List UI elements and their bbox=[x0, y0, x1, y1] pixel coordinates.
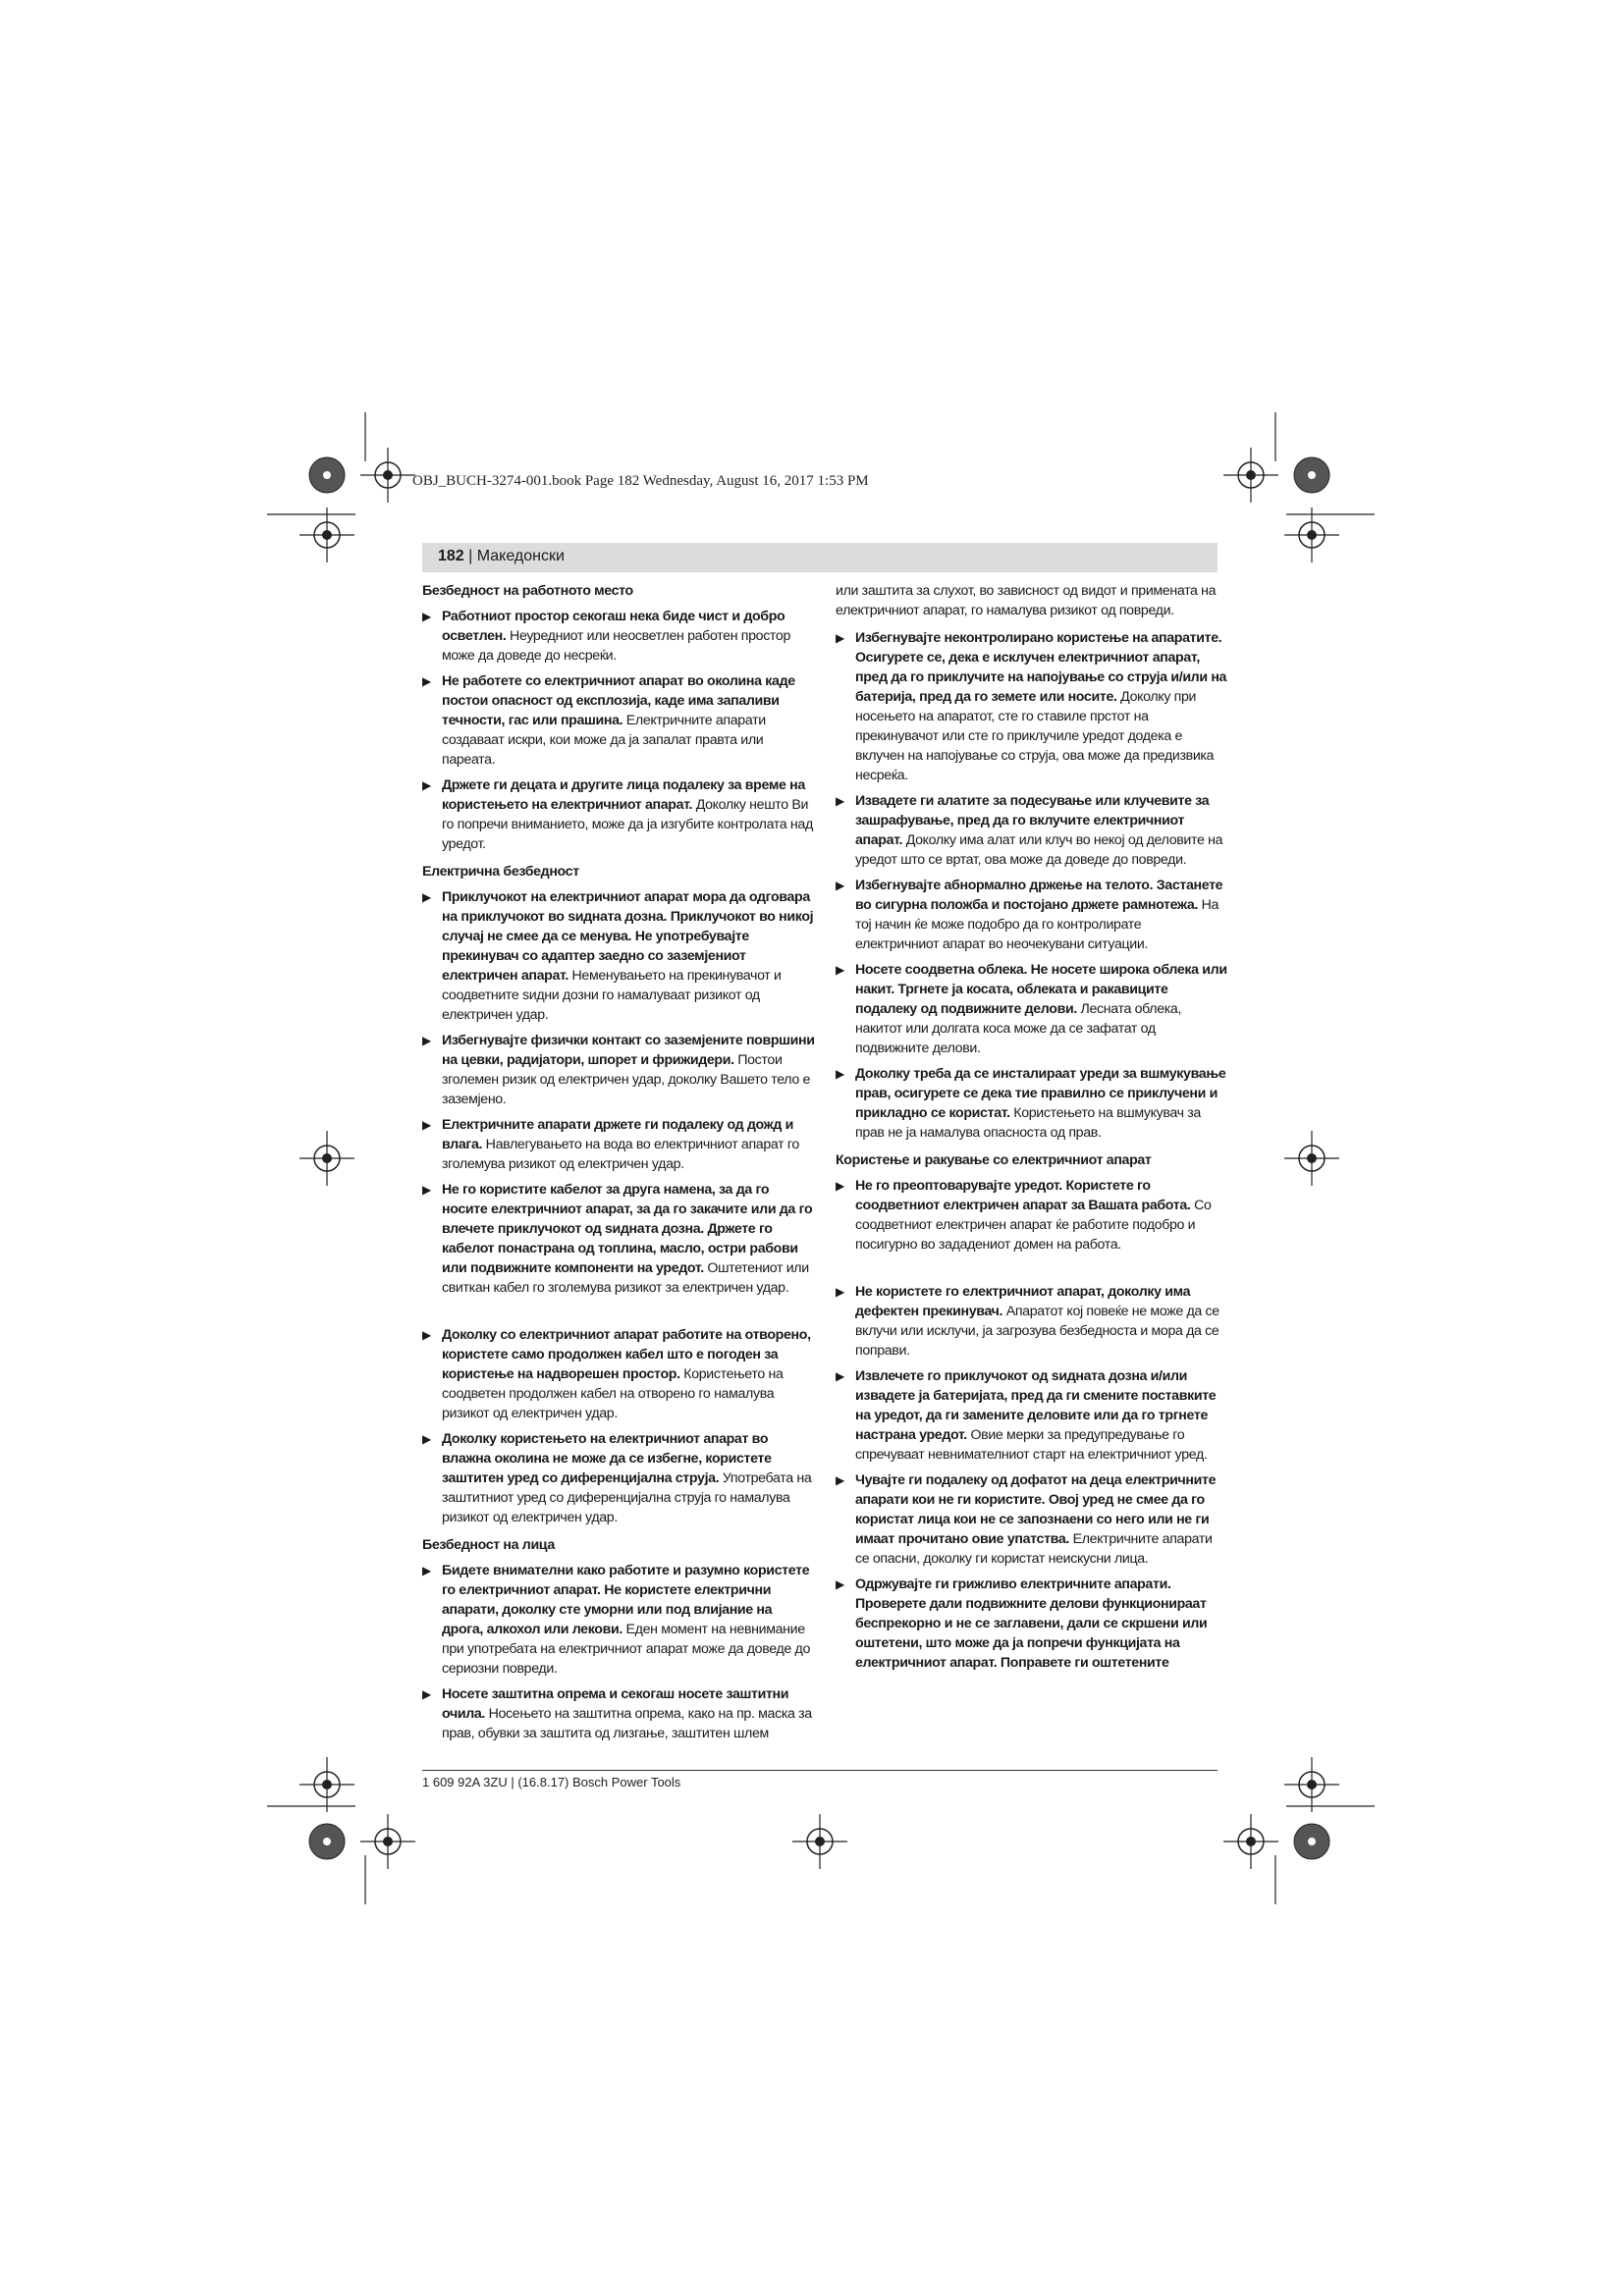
item-bold-text: Доколку треба да се инсталираат уреди за вшмукување прав, осигурете се дека тие правилно се приклучени и прикладно се користат. bbox=[855, 1066, 1226, 1121]
list-item bbox=[836, 1176, 1228, 1255]
item-text: Носењето на заштитна опрема, како на пр. маска за прав, обувки за заштита од лизгање, заштитен шлем bbox=[442, 1706, 812, 1741]
item-text: Навлегувањето на вода во електричниот апарат го зголемува ризикот од електричен удар. bbox=[442, 1137, 799, 1172]
bullet-arrow-icon: ▶ bbox=[836, 963, 844, 977]
item-bold-text: Електричните апарати држете ги подалеку од дожд и влага. bbox=[442, 1117, 793, 1152]
registration-wheel-icon bbox=[309, 1824, 345, 1859]
item-text: Оштетениот или свиткан кабел го зголемува ризикот за електричен удар. bbox=[442, 1260, 809, 1296]
registration-mark-icon bbox=[1284, 1131, 1339, 1186]
item-bold-text: Не работете со електричниот апарат во околина каде постои опасност од експлозија, каде има запаливи течности, гас или прашина. bbox=[442, 673, 795, 728]
registration-mark-icon bbox=[1223, 448, 1278, 503]
list-item bbox=[422, 1180, 815, 1298]
item-text: Неменувањето на прекинувачот и соодветните ѕидни дозни го намалуваат ризикот од електричен удар. bbox=[442, 968, 782, 1023]
item-bold-text: Носете заштитна опрема и секогаш носете заштитни очила. bbox=[442, 1686, 789, 1722]
list-item bbox=[422, 1031, 815, 1109]
list-item bbox=[422, 1561, 815, 1679]
section-heading: Користење и ракување со електричниот апарат bbox=[836, 1152, 1152, 1168]
bullet-arrow-icon: ▶ bbox=[836, 1473, 844, 1487]
footer-divider bbox=[422, 1770, 1218, 1771]
item-text: Со соодветниот електричен апарат ќе работите подобро и посигурно во зададениот домен на работа. bbox=[855, 1198, 1212, 1253]
list-item bbox=[422, 775, 815, 854]
item-text: Доколку при носењето на апаратот, сте го ставиле прстот на прекинувачот или сте го приклучиле уредот додека е вклучен на напојување со струја, ова може да предизвика несреќа. bbox=[855, 689, 1215, 783]
item-bold-text: Избегнувајте неконтролирано користење на апаратите. Осигурете се, дека е исклучен електричниот апарат, пред да го приклучите на напојување со струја и/или на батерија, пред да го земете или носите. bbox=[855, 630, 1227, 705]
left-column bbox=[422, 581, 815, 1749]
item-bold-text: Доколку користењето на електричниот апарат во влажна околина не може да се избегне, користете заштитен уред со диференцијална струја. bbox=[442, 1431, 772, 1486]
list-item bbox=[836, 1470, 1228, 1569]
page-header bbox=[422, 543, 1218, 572]
item-bold-text: Не користете го електричниот апарат, доколку има дефектен прекинувач. bbox=[855, 1284, 1191, 1319]
registration-mark-icon bbox=[1284, 1757, 1339, 1812]
item-bold-text: Приклучокот на електричниот апарат мора да одговара на приклучокот во ѕидната дозна. Приклучокот во никој случај не смее да се менува. Не употребувајте прекинувач со адаптер заедно со заземјениот електричен апарат. bbox=[442, 889, 814, 984]
registration-mark-icon bbox=[792, 1814, 847, 1869]
bullet-arrow-icon: ▶ bbox=[836, 1179, 844, 1193]
item-bold-text: Бидете внимателни како работите и разумно користете го електричниот апарат. Не користете електрични апарати, доколку сте уморни или под влијание на дрога, алкохол или лекови. bbox=[442, 1563, 810, 1637]
item-bold-text: Чувајте ги подалеку од дофатот на деца електричните апарати кои не ги користите. Овој уред не смее да го користат лица кои не се запознаени со него или не ги имаат прочитано овие упатства. bbox=[855, 1472, 1217, 1547]
bullet-arrow-icon: ▶ bbox=[422, 610, 431, 623]
bullet-arrow-icon: ▶ bbox=[836, 631, 844, 645]
bullet-arrow-icon: ▶ bbox=[422, 1432, 431, 1446]
list-item bbox=[422, 887, 815, 1025]
item-bold-text: Не го користите кабелот за друга намена, за да го носите електричниот апарат, за да го закачите или да го влечете приклучокот од ѕидната дозна. Држете го кабелот понастрана од топлина, масло, остри рабови или подвижните компоненти на уредот. bbox=[442, 1182, 813, 1276]
item-text: Употребата на заштитниот уред со диференцијална струја го намалува ризикот од електричен удар. bbox=[442, 1470, 812, 1525]
bullet-arrow-icon: ▶ bbox=[422, 1564, 431, 1577]
item-text: Апаратот кој повеќе не може да се вклучи или исклучи, ја загрозува безбедноста и мора да се поправи. bbox=[855, 1304, 1219, 1359]
bullet-arrow-icon: ▶ bbox=[422, 1034, 431, 1047]
file-slug: OBJ_BUCH-3274-001.book Page 182 Wednesday, August 16, 2017 1:53 PM bbox=[412, 473, 869, 489]
item-bold-text: Не го преоптоварувајте уредот. Користете го соодветниот електричен апарат за Вашата работа. bbox=[855, 1178, 1191, 1213]
page-number: 182 bbox=[438, 548, 464, 564]
item-text: Доколку нешто Ви го попречи вниманието, може да ја изгубите контролата над уредот. bbox=[442, 797, 813, 852]
list-item bbox=[836, 628, 1228, 785]
item-bold-text: Извадете ги алатите за подесување или клучевите за зашрафување, пред да го вклучите електричниот апарат. bbox=[855, 793, 1210, 848]
item-text: Користењето на соодветен продолжен кабел на отворено го намалува ризикот од електричен удар. bbox=[442, 1366, 784, 1421]
registration-wheel-icon bbox=[309, 457, 345, 493]
item-text: Овие мерки за предупредување го спречуваат невнимателниот старт на електричниот уред. bbox=[855, 1427, 1208, 1463]
spacer bbox=[422, 1304, 815, 1325]
list-item bbox=[422, 1429, 815, 1527]
section-heading: Безбедност на лица bbox=[422, 1537, 555, 1553]
bullet-arrow-icon: ▶ bbox=[422, 1118, 431, 1132]
registration-mark-icon bbox=[360, 448, 415, 503]
footer: 1 609 92A 3ZU | (16.8.17) Bosch Power Tools bbox=[422, 1775, 681, 1789]
item-bold-text: Избегнувајте абнормално држење на телото. Застанете во сигурна положба и постојано држете рамнотежа. bbox=[855, 878, 1223, 913]
registration-mark-icon bbox=[299, 507, 354, 562]
bullet-arrow-icon: ▶ bbox=[422, 674, 431, 688]
right-column bbox=[836, 581, 1228, 1679]
registration-wheel-icon bbox=[1294, 457, 1329, 493]
list-item bbox=[836, 1282, 1228, 1361]
registration-mark-icon bbox=[360, 1814, 415, 1869]
item-bold-text: Работниот простор секогаш нека биде чист и добро осветлен. bbox=[442, 609, 785, 644]
bullet-arrow-icon: ▶ bbox=[836, 1067, 844, 1081]
list-item bbox=[836, 1366, 1228, 1465]
spacer bbox=[836, 1260, 1228, 1282]
bullet-arrow-icon: ▶ bbox=[836, 1369, 844, 1383]
item-bold-text: Држете ги децата и другите лица подалеку за време на користењето на електричниот апарат. bbox=[442, 777, 805, 813]
bullet-arrow-icon: ▶ bbox=[836, 794, 844, 808]
continued-text: или заштита за слухот, во зависност од видот и примената на електричниот апарат, го намалува ризикот од повреди. bbox=[836, 583, 1217, 618]
bullet-arrow-icon: ▶ bbox=[836, 1577, 844, 1591]
header-separator: | bbox=[463, 548, 477, 564]
list-item bbox=[422, 607, 815, 666]
bullet-arrow-icon: ▶ bbox=[836, 879, 844, 892]
list-item bbox=[422, 1684, 815, 1743]
bullet-arrow-icon: ▶ bbox=[422, 1183, 431, 1197]
item-text: Електричните апарати се опасни, доколку ги користат неискусни лица. bbox=[855, 1531, 1213, 1567]
item-text: Електричните апарати создаваат искри, кои може да ја запалат правта или пареата. bbox=[442, 713, 766, 768]
item-bold-text: Носете соодветна облека. Не носете широка облека или накит. Тргнете ја косата, облеката и ракавиците подалеку од подвижните делови. bbox=[855, 962, 1227, 1017]
list-item bbox=[422, 1115, 815, 1174]
list-item bbox=[836, 791, 1228, 870]
list-item bbox=[422, 1325, 815, 1423]
item-bold-text: Доколку со електричниот апарат работите на отворено, користете само продолжен кабел што е погоден за користење на надворешен простор. bbox=[442, 1327, 811, 1382]
list-item bbox=[836, 876, 1228, 954]
registration-wheel-icon bbox=[1294, 1824, 1329, 1859]
item-bold-text: Избегнувајте физички контакт со заземјените површини на цевки, радијатори, шпорет и фрижидери. bbox=[442, 1033, 815, 1068]
bullet-arrow-icon: ▶ bbox=[422, 778, 431, 792]
item-text: Доколку има алат или клуч во некој од деловите на уредот што се вртат, ова може да доведе до повреди. bbox=[855, 832, 1223, 868]
list-item bbox=[836, 1064, 1228, 1143]
bullet-arrow-icon: ▶ bbox=[422, 1687, 431, 1701]
item-text: На тој начин ќе може подобро да го контролирате електричниот апарат во неочекувани ситуации. bbox=[855, 897, 1219, 952]
list-item bbox=[836, 960, 1228, 1058]
item-text: Неуредниот или неосветлен работен простор може да доведе до несреќи. bbox=[442, 628, 791, 664]
item-text: Користењето на вшмукувач за прав не ја намалува опасноста од прав. bbox=[855, 1105, 1201, 1141]
registration-mark-icon bbox=[1284, 507, 1339, 562]
header-language: Македонски bbox=[476, 548, 565, 564]
item-text: Еден момент на невнимание при употребата на електричниот апарат може да доведе до сериозни повреди. bbox=[442, 1622, 811, 1677]
item-bold-text: Одржувајте ги грижливо електричните апарати. Проверете дали подвижните делови функционираат беспрекорно и не се заглавени, дали се скршени или оштетени, што може да ја попречи функцијата на електричниот апарат. Поправете ги оштетените bbox=[855, 1576, 1208, 1671]
section-heading: Електрична безбедност bbox=[422, 864, 579, 880]
item-text: Лесната облека, накитот или долгата коса може да се зафатат од подвижните делови. bbox=[855, 1001, 1182, 1056]
registration-mark-icon bbox=[299, 1131, 354, 1186]
item-text: Постои зголемен ризик од електричен удар, доколку Вашето тело е заземјено. bbox=[442, 1052, 811, 1107]
bullet-arrow-icon: ▶ bbox=[836, 1285, 844, 1299]
item-bold-text: Извлечете го приклучокот од ѕидната дозна и/или извадете ја батеријата, пред да ги смените поставките на уредот, да ги замените деловите или да го тргнете настрана уредот. bbox=[855, 1368, 1217, 1443]
section-heading: Безбедност на работното место bbox=[422, 583, 633, 599]
list-item bbox=[836, 1575, 1228, 1673]
registration-mark-icon bbox=[299, 1757, 354, 1812]
registration-mark-icon bbox=[1223, 1814, 1278, 1869]
bullet-arrow-icon: ▶ bbox=[422, 1328, 431, 1342]
list-item bbox=[422, 671, 815, 770]
bullet-arrow-icon: ▶ bbox=[422, 890, 431, 904]
